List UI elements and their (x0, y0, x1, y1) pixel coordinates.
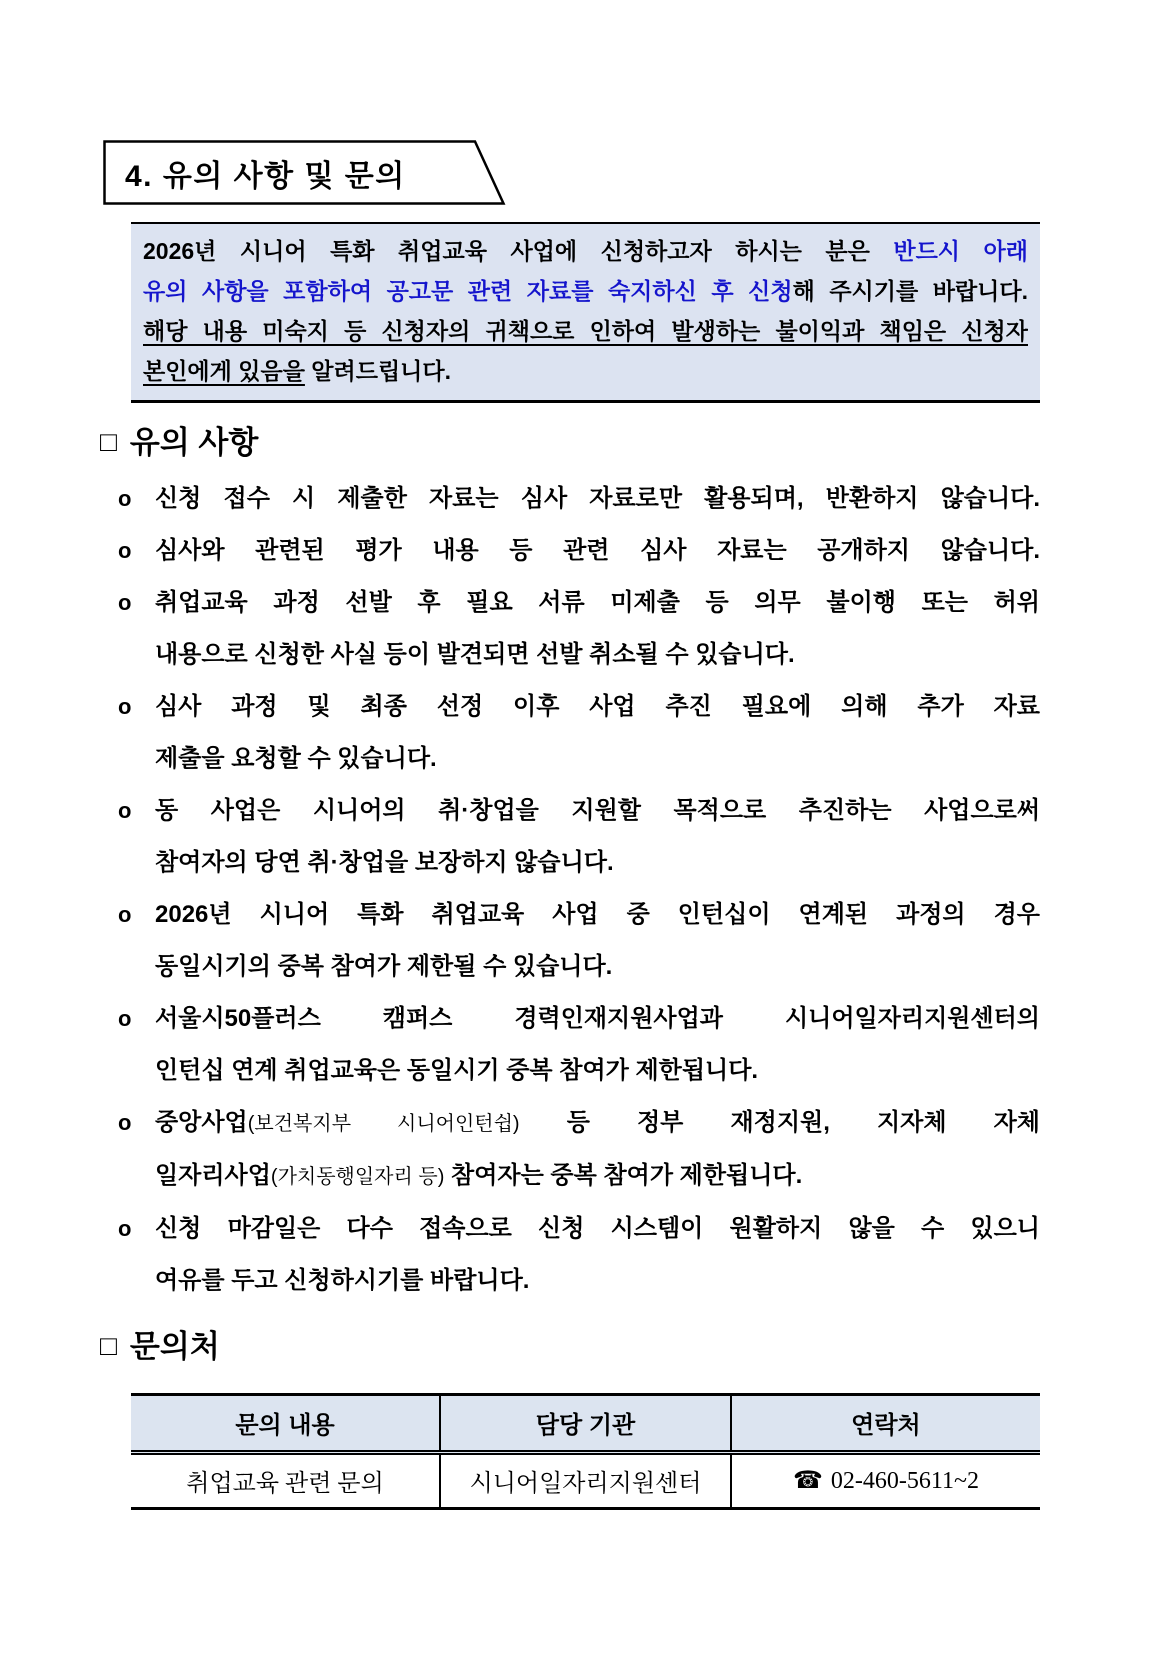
list-item (118, 473, 1040, 525)
list-item (118, 785, 1040, 889)
item-segment: 일자리사업 (155, 1162, 271, 1189)
highlight-line-4 (143, 351, 1028, 391)
bullet-marker: o (118, 1110, 132, 1135)
cell-inquiry: 취업교육 관련 문의 (131, 1453, 440, 1509)
list-item-text (155, 1097, 1040, 1203)
section-title-contact: 문의처 (129, 1329, 220, 1364)
bullet-marker: o (118, 1216, 132, 1241)
highlight-line-3: 해당 내용 미숙지 등 신청자의 귀책으로 인하여 발생하는 불이익과 책임은 신청자 (143, 318, 1028, 344)
item-line (155, 1150, 1040, 1203)
list-item (118, 577, 1040, 681)
highlight-line1-black: 2026년 시니어 특화 취업교육 사업에 신청하고자 하시는 분은 (143, 238, 894, 264)
list-item-text (155, 577, 1040, 681)
list-item (118, 1203, 1040, 1307)
highlight-line2-blue: 유의 사항을 포함하여 공고문 관련 자료를 숙지하신 후 신청 (143, 278, 793, 304)
item-line: 서울시50플러스 캠퍼스 경력인재지원사업과 시니어일자리지원센터의 (155, 1005, 1040, 1032)
phone-number: 02-460-5611~2 (830, 1468, 979, 1494)
bullet-marker: o (118, 694, 132, 719)
highlight-line-1 (143, 231, 1028, 271)
list-item (118, 993, 1040, 1097)
item-line: 신청 접수 시 제출한 자료는 심사 자료로만 활용되며, 반환하지 않습니다. (155, 485, 1040, 512)
square-bullet-icon: □ (100, 1330, 117, 1361)
bullet-marker: o (118, 1006, 132, 1031)
item-segment: 중앙사업 (155, 1109, 248, 1136)
list-item (118, 1097, 1040, 1203)
bullet-marker: o (118, 590, 132, 615)
square-bullet-icon: □ (100, 426, 117, 457)
item-segment: 등 정부 재정지원, 지자체 자체 (519, 1109, 1040, 1136)
item-line: 취업교육 과정 선발 후 필요 서류 미제출 등 의무 불이행 또는 허위 (155, 589, 1040, 616)
item-line: 심사와 관련된 평가 내용 등 관련 심사 자료는 공개하지 않습니다. (155, 537, 1040, 564)
list-item-text (155, 785, 1040, 889)
item-line: 인턴십 연계 취업교육은 동일시기 중복 참여가 제한됩니다. (155, 1057, 759, 1084)
cell-organization: 시니어일자리지원센터 (440, 1453, 731, 1509)
list-item (118, 681, 1040, 785)
item-segment: 참여자는 중복 참여가 제한됩니다. (444, 1162, 803, 1189)
cell-phone (731, 1453, 1040, 1509)
list-item (118, 525, 1040, 577)
table-row (131, 1453, 1040, 1509)
item-line: 내용으로 신청한 사실 등이 발견되면 선발 취소될 수 있습니다. (155, 641, 795, 668)
list-item (118, 889, 1040, 993)
table-header-row (131, 1395, 1040, 1453)
item-line: 2026년 시니어 특화 취업교육 사업 중 인턴십이 연계된 과정의 경우 (155, 901, 1040, 928)
bullet-marker: o (118, 538, 132, 563)
item-segment-small: (보건복지부 시니어인턴쉽) (247, 1113, 520, 1135)
item-line: 참여자의 당연 취·창업을 보장하지 않습니다. (155, 849, 614, 876)
item-line: 동 사업은 시니어의 취·창업을 지원할 목적으로 추진하는 사업으로써 (155, 797, 1040, 824)
column-header-inquiry: 문의 내용 (131, 1395, 440, 1453)
list-item-text (155, 993, 1040, 1097)
item-line: 심사 과정 및 최종 선정 이후 사업 추진 필요에 의해 추가 자료 (155, 693, 1040, 720)
highlight-line1-blue: 반드시 아래 (893, 238, 1028, 264)
bullet-marker: o (118, 798, 132, 823)
section-heading-notes (100, 421, 1170, 465)
highlight-box (131, 222, 1040, 403)
list-item-text (155, 525, 1040, 577)
contact-table (131, 1393, 1040, 1510)
item-line: 여유를 두고 신청하시기를 바랍니다. (155, 1267, 530, 1294)
list-item-text (155, 681, 1040, 785)
highlight-line4-rest: 알려드립니다. (304, 358, 452, 384)
bullet-marker: o (118, 486, 132, 511)
phone-icon: ☎ (792, 1466, 823, 1494)
item-line: 동일시기의 중복 참여가 제한될 수 있습니다. (155, 953, 613, 980)
item-line (155, 1097, 1040, 1150)
list-item-text (155, 889, 1040, 993)
column-header-phone: 연락처 (731, 1395, 1040, 1453)
item-line: 제출을 요청할 수 있습니다. (155, 745, 437, 772)
item-segment-small: (가치동행일자리 등) (270, 1166, 445, 1188)
list-item-text (155, 1203, 1040, 1307)
highlight-line2-black: 해 주시기를 바랍니다. (792, 278, 1028, 304)
notes-list (118, 473, 1040, 1307)
bullet-marker: o (118, 902, 132, 927)
column-header-organization: 담당 기관 (440, 1395, 731, 1453)
section-heading-contact (100, 1325, 1170, 1369)
list-item-text (155, 473, 1040, 525)
banner-title: 4. 유의 사항 및 문의 (125, 160, 406, 193)
item-line: 신청 마감일은 다수 접속으로 신청 시스템이 원활하지 않을 수 있으니 (155, 1215, 1040, 1242)
section-banner (103, 140, 506, 206)
highlight-line-2 (143, 271, 1028, 311)
highlight-line4-underlined: 본인에게 있음을 (143, 358, 305, 384)
section-title-notes: 유의 사항 (129, 425, 259, 460)
